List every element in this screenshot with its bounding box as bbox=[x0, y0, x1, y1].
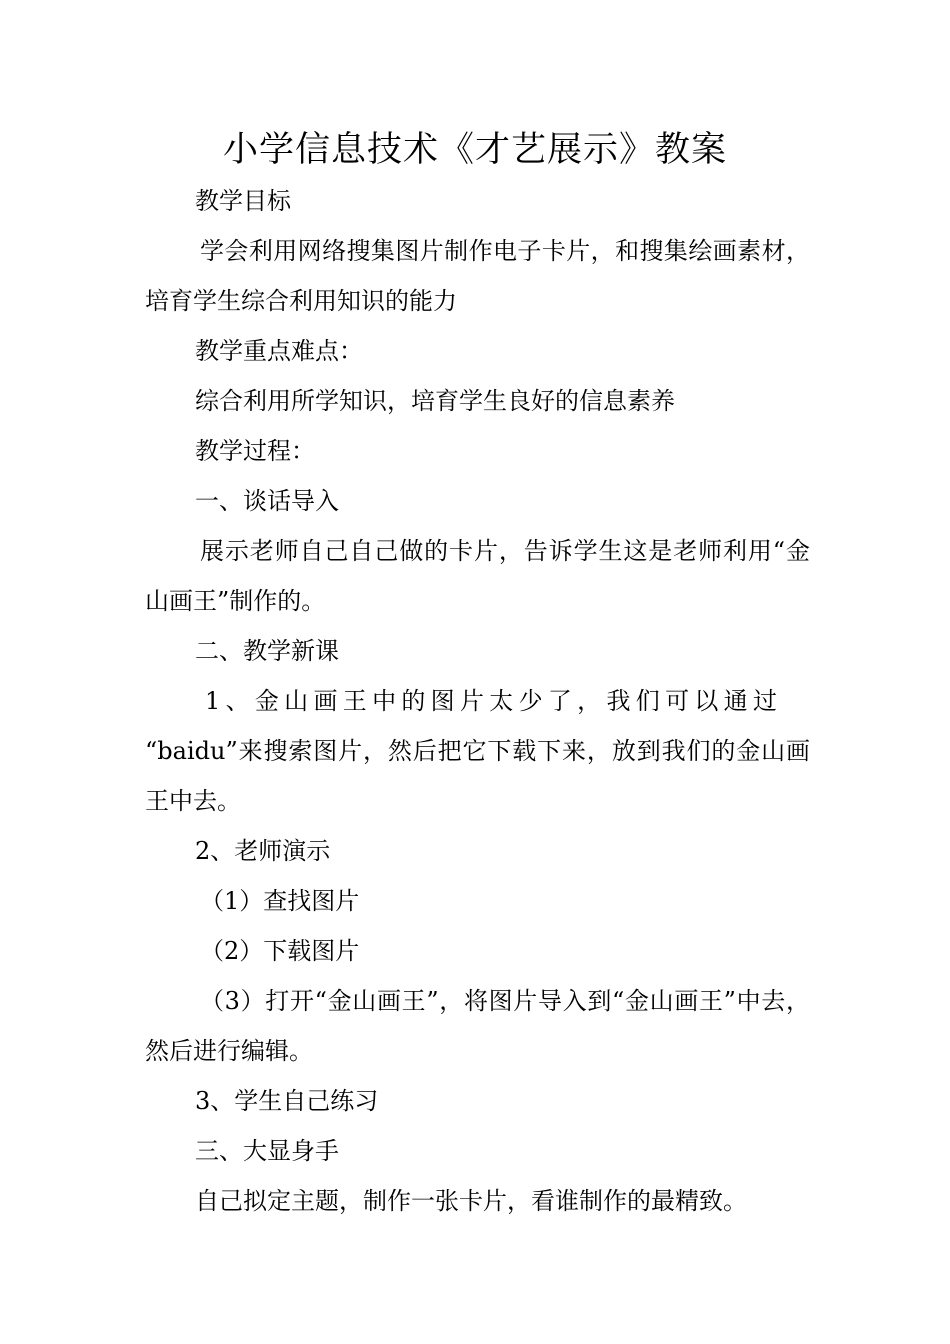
paragraph-section-two-heading: 二、教学新课 bbox=[195, 637, 339, 665]
paragraph-section-three-heading: 三、大显身手 bbox=[195, 1137, 339, 1165]
paragraph-key-points-heading: 教学重点难点： bbox=[195, 337, 363, 365]
paragraph-step-one-line1: 1、金山画王中的图片太少了，我们可以通过 bbox=[205, 687, 783, 715]
paragraph-section-three-content: 自己拟定主题，制作一张卡片，看谁制作的最精致。 bbox=[195, 1187, 747, 1215]
paragraph-section-one-content: 展示老师自己自己做的卡片，告诉学生这是老师利用“金山画王”制作的。 bbox=[145, 537, 810, 615]
paragraph-key-points: 综合利用所学知识，培育学生良好的信息素养 bbox=[195, 387, 675, 415]
paragraph-step-two-heading: 2、老师演示 bbox=[195, 837, 331, 865]
paragraph-section-one-heading: 一、谈话导入 bbox=[195, 487, 339, 515]
document-body bbox=[145, 176, 810, 1226]
paragraph-substep-2: （2）下载图片 bbox=[200, 937, 360, 965]
paragraph-teaching-objectives-heading: 教学目标 bbox=[195, 187, 291, 215]
paragraph-step-one-line2: “baidu”来搜索图片，然后把它下载下来，放到我们的金山画王中去。 bbox=[145, 737, 810, 815]
paragraph-substep-3: （3）打开“金山画王”，将图片导入到“金山画王”中去，然后进行编辑。 bbox=[145, 987, 810, 1065]
paragraph-process-heading: 教学过程： bbox=[195, 437, 315, 465]
document-title: 小学信息技术《才艺展示》教案 bbox=[222, 130, 727, 170]
paragraph-teaching-objectives: 学会利用网络搜集图片制作电子卡片，和搜集绘画素材，培育学生综合利用知识的能力 bbox=[145, 237, 810, 315]
paragraph-substep-1: （1）查找图片 bbox=[200, 887, 360, 915]
paragraph-step-three: 3、学生自己练习 bbox=[195, 1087, 379, 1115]
